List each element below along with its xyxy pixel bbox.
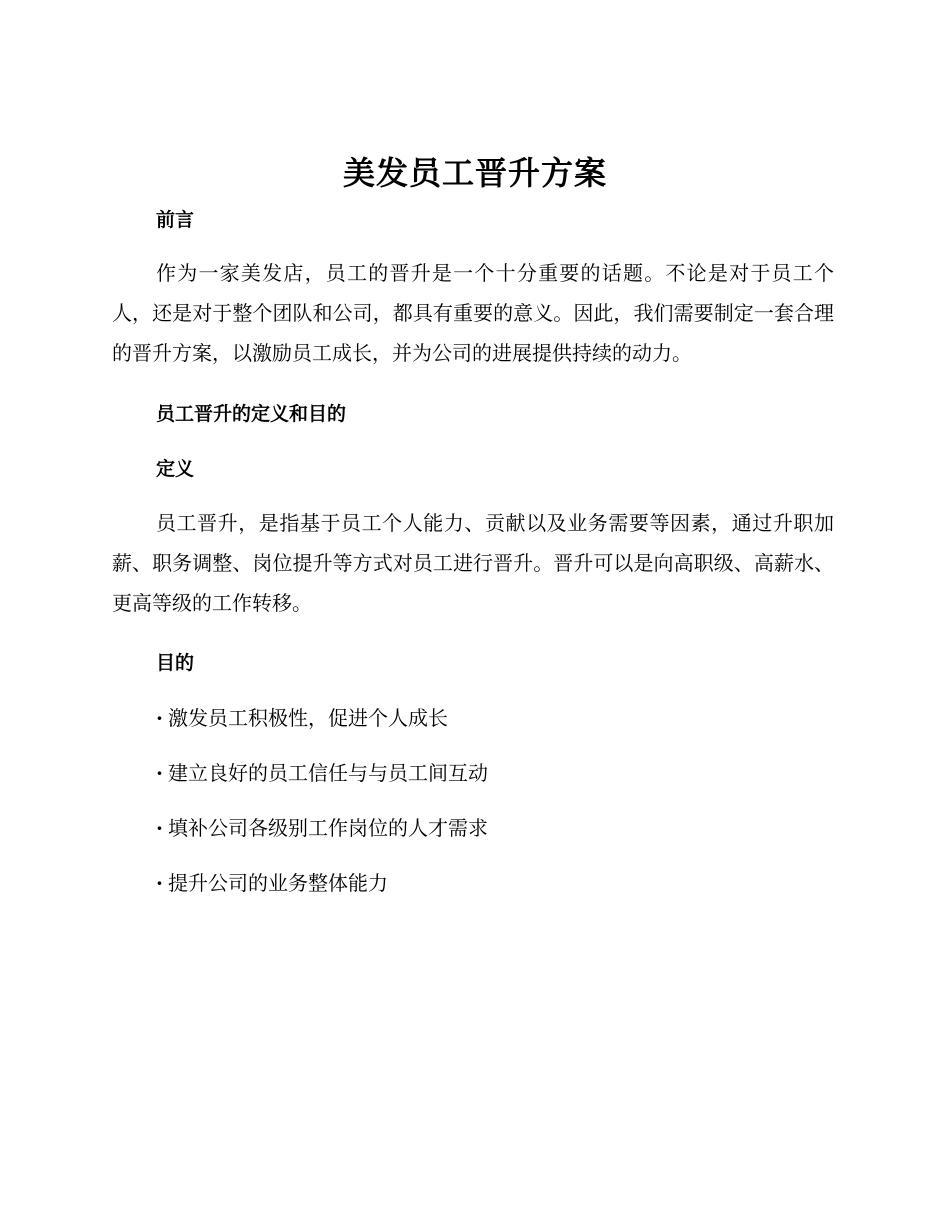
- preface-heading: 前言: [156, 209, 195, 231]
- list-item: [156, 703, 448, 733]
- bullet-marker: ·: [156, 706, 163, 730]
- bullet-marker: ·: [156, 761, 163, 785]
- list-item-text: 填补公司各级别工作岗位的人才需求: [168, 816, 488, 840]
- bullet-marker: ·: [156, 871, 163, 895]
- section-heading: 员工晋升的定义和目的: [156, 403, 347, 425]
- list-item: [156, 868, 388, 898]
- purpose-heading: 目的: [156, 652, 195, 674]
- definition-paragraph: 员工晋升，是指基于员工个人能力、贡献以及业务需要等因素，通过升职加薪、职务调整、岗位提升等方式对员工进行晋升。晋升可以是向高职级、高薪水、更高等级的工作转移。: [112, 511, 834, 615]
- list-item-text: 提升公司的业务整体能力: [168, 871, 388, 895]
- list-item: [156, 758, 488, 788]
- document-title: 美发员工晋升方案: [342, 154, 607, 192]
- list-item-text: 建立良好的员工信任与与员工间互动: [168, 761, 488, 785]
- preface-paragraph: 作为一家美发店，员工的晋升是一个十分重要的话题。不论是对于员工个人，还是对于整个团队和公司，都具有重要的意义。因此，我们需要制定一套合理的晋升方案，以激励员工成长，并为公司的进展提供持续的动力。: [112, 261, 834, 365]
- bullet-marker: ·: [156, 816, 163, 840]
- list-item-text: 激发员工积极性，促进个人成长: [168, 706, 448, 730]
- list-item: [156, 813, 488, 843]
- definition-heading: 定义: [156, 458, 195, 480]
